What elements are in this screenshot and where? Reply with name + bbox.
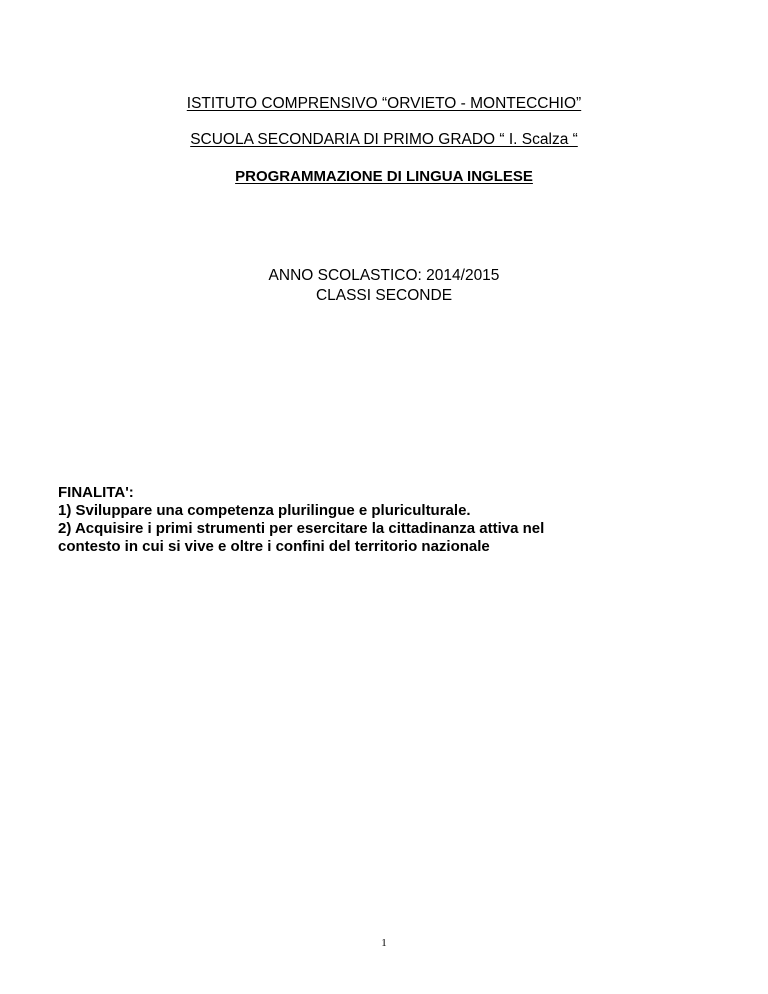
page-number: 1 [381, 937, 387, 949]
finalita-item: 1) Sviluppare una competenza plurilingue e pluriculturale. [58, 502, 471, 519]
finalita-section [58, 484, 738, 556]
finalita-item: 2) Acquisire i primi strumenti per esercitare la cittadinanza attiva nel [58, 520, 545, 537]
school-year: ANNO SCOLASTICO: 2014/2015 [268, 267, 500, 284]
school-name-heading: ISTITUTO COMPRENSIVO “ORVIETO - MONTECCHIO” [186, 95, 582, 112]
finalita-heading: FINALITA': [58, 484, 134, 501]
finalita-item: contesto in cui si vive e oltre i confini del territorio nazionale [58, 538, 490, 555]
program-title: PROGRAMMAZIONE DI LINGUA INGLESE [235, 168, 533, 185]
secondary-school-heading: SCUOLA SECONDARIA DI PRIMO GRADO “ I. Scalza “ [190, 131, 578, 148]
classes-label: CLASSI SECONDE [315, 287, 453, 304]
